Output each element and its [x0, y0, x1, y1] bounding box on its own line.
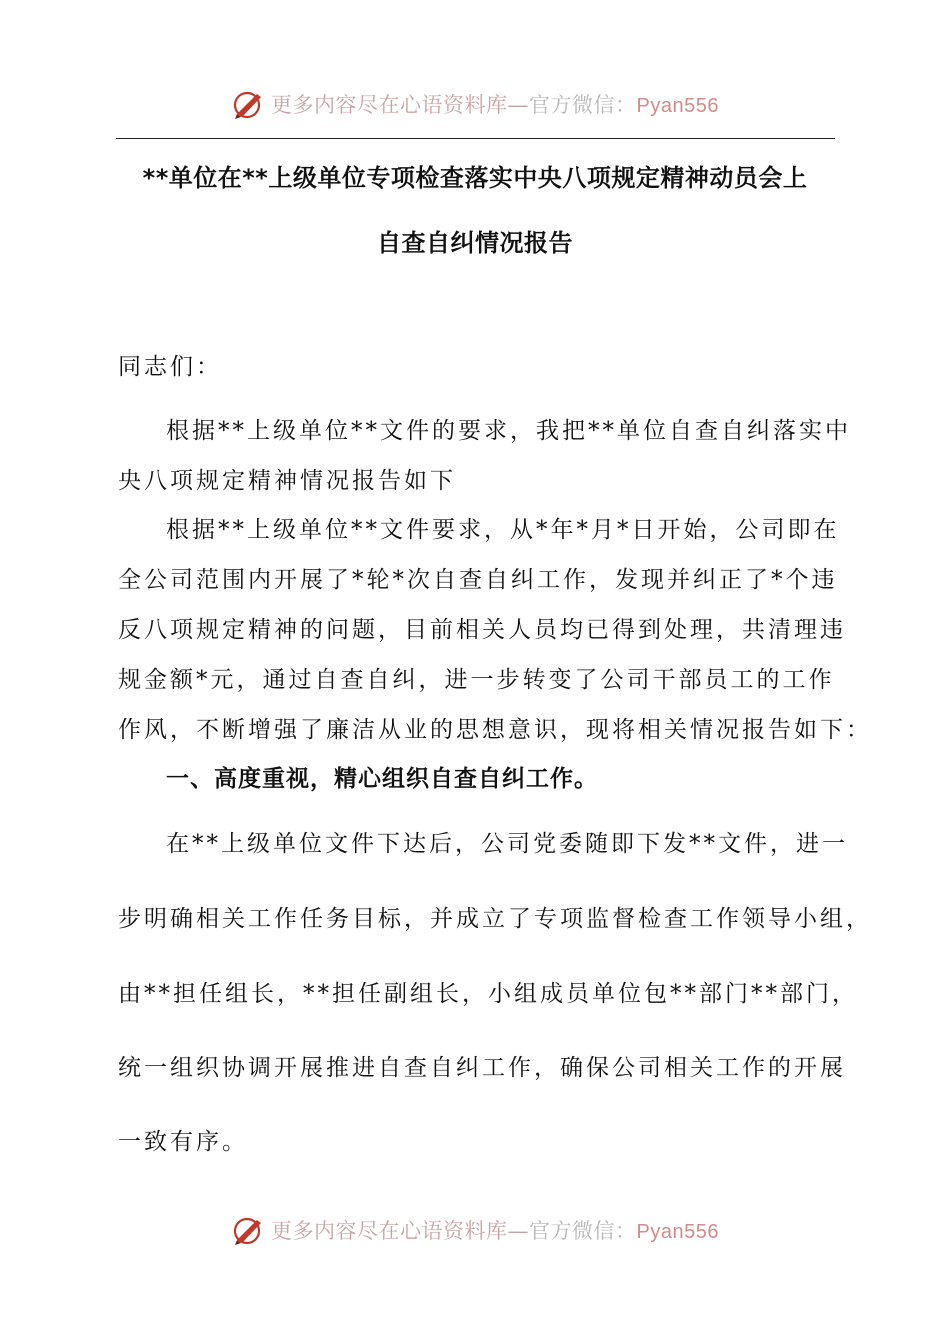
document-title-line-1: **单位在**上级单位专项检查落实中央八项规定精神动员会上 [142, 164, 808, 192]
banner-title: 更多内容尽在心语资料库 [271, 93, 508, 117]
paragraph-3-line: 由**担任组长，**担任副组长，小组成员单位包**部门**部门， [118, 981, 858, 1007]
banner-separator: — [507, 1219, 530, 1243]
footer-banner [0, 1210, 950, 1250]
section-heading-1: 一、高度重视，精心组织自查自纠工作。 [166, 766, 598, 792]
paragraph-1-line: 根据**上级单位**文件的要求，我把**单位自查自纠落实中 [166, 418, 851, 444]
wechat-label: 官方微信： [529, 1219, 637, 1243]
paragraph-2-line: 作风，不断增强了廉洁从业的思想意识，现将相关情况报告如下： [118, 717, 872, 743]
banner-separator: — [507, 93, 530, 117]
header-banner [0, 84, 950, 124]
greeting: 同志们： [118, 354, 222, 380]
wechat-label: 官方微信： [529, 93, 637, 117]
paragraph-3-line: 统一组织协调开展推进自查自纠工作，确保公司相关工作的开展 [118, 1055, 846, 1081]
paragraph-3-line: 步明确相关工作任务目标，并成立了专项监督检查工作领导小组， [118, 906, 872, 932]
wechat-id: Pyan556 [636, 95, 719, 117]
wechat-id: Pyan556 [636, 1221, 719, 1243]
paragraph-1-line: 央八项规定精神情况报告如下 [118, 468, 456, 494]
paragraph-2-line: 反八项规定精神的问题，目前相关人员均已得到处理，共清理违 [118, 617, 846, 643]
banner-text [271, 1215, 719, 1245]
paragraph-3-line: 一致有序。 [118, 1129, 248, 1155]
header-divider [116, 138, 835, 139]
paragraph-3-line: 在**上级单位文件下达后，公司党委随即下发**文件，进一 [166, 831, 848, 857]
banner-text [271, 89, 719, 119]
document-title-line-2: 自查自纠情况报告 [377, 229, 573, 257]
banner-title: 更多内容尽在心语资料库 [271, 1219, 508, 1243]
paragraph-2-line: 全公司范围内开展了*轮*次自查自纠工作，发现并纠正了*个违 [118, 567, 838, 593]
pen-logo-icon [231, 87, 265, 121]
paragraph-2-line: 规金额*元，通过自查自纠，进一步转变了公司干部员工的工作 [118, 667, 835, 693]
pen-logo-icon [231, 1213, 265, 1247]
paragraph-2-line: 根据**上级单位**文件要求，从*年*月*日开始，公司即在 [166, 517, 840, 543]
